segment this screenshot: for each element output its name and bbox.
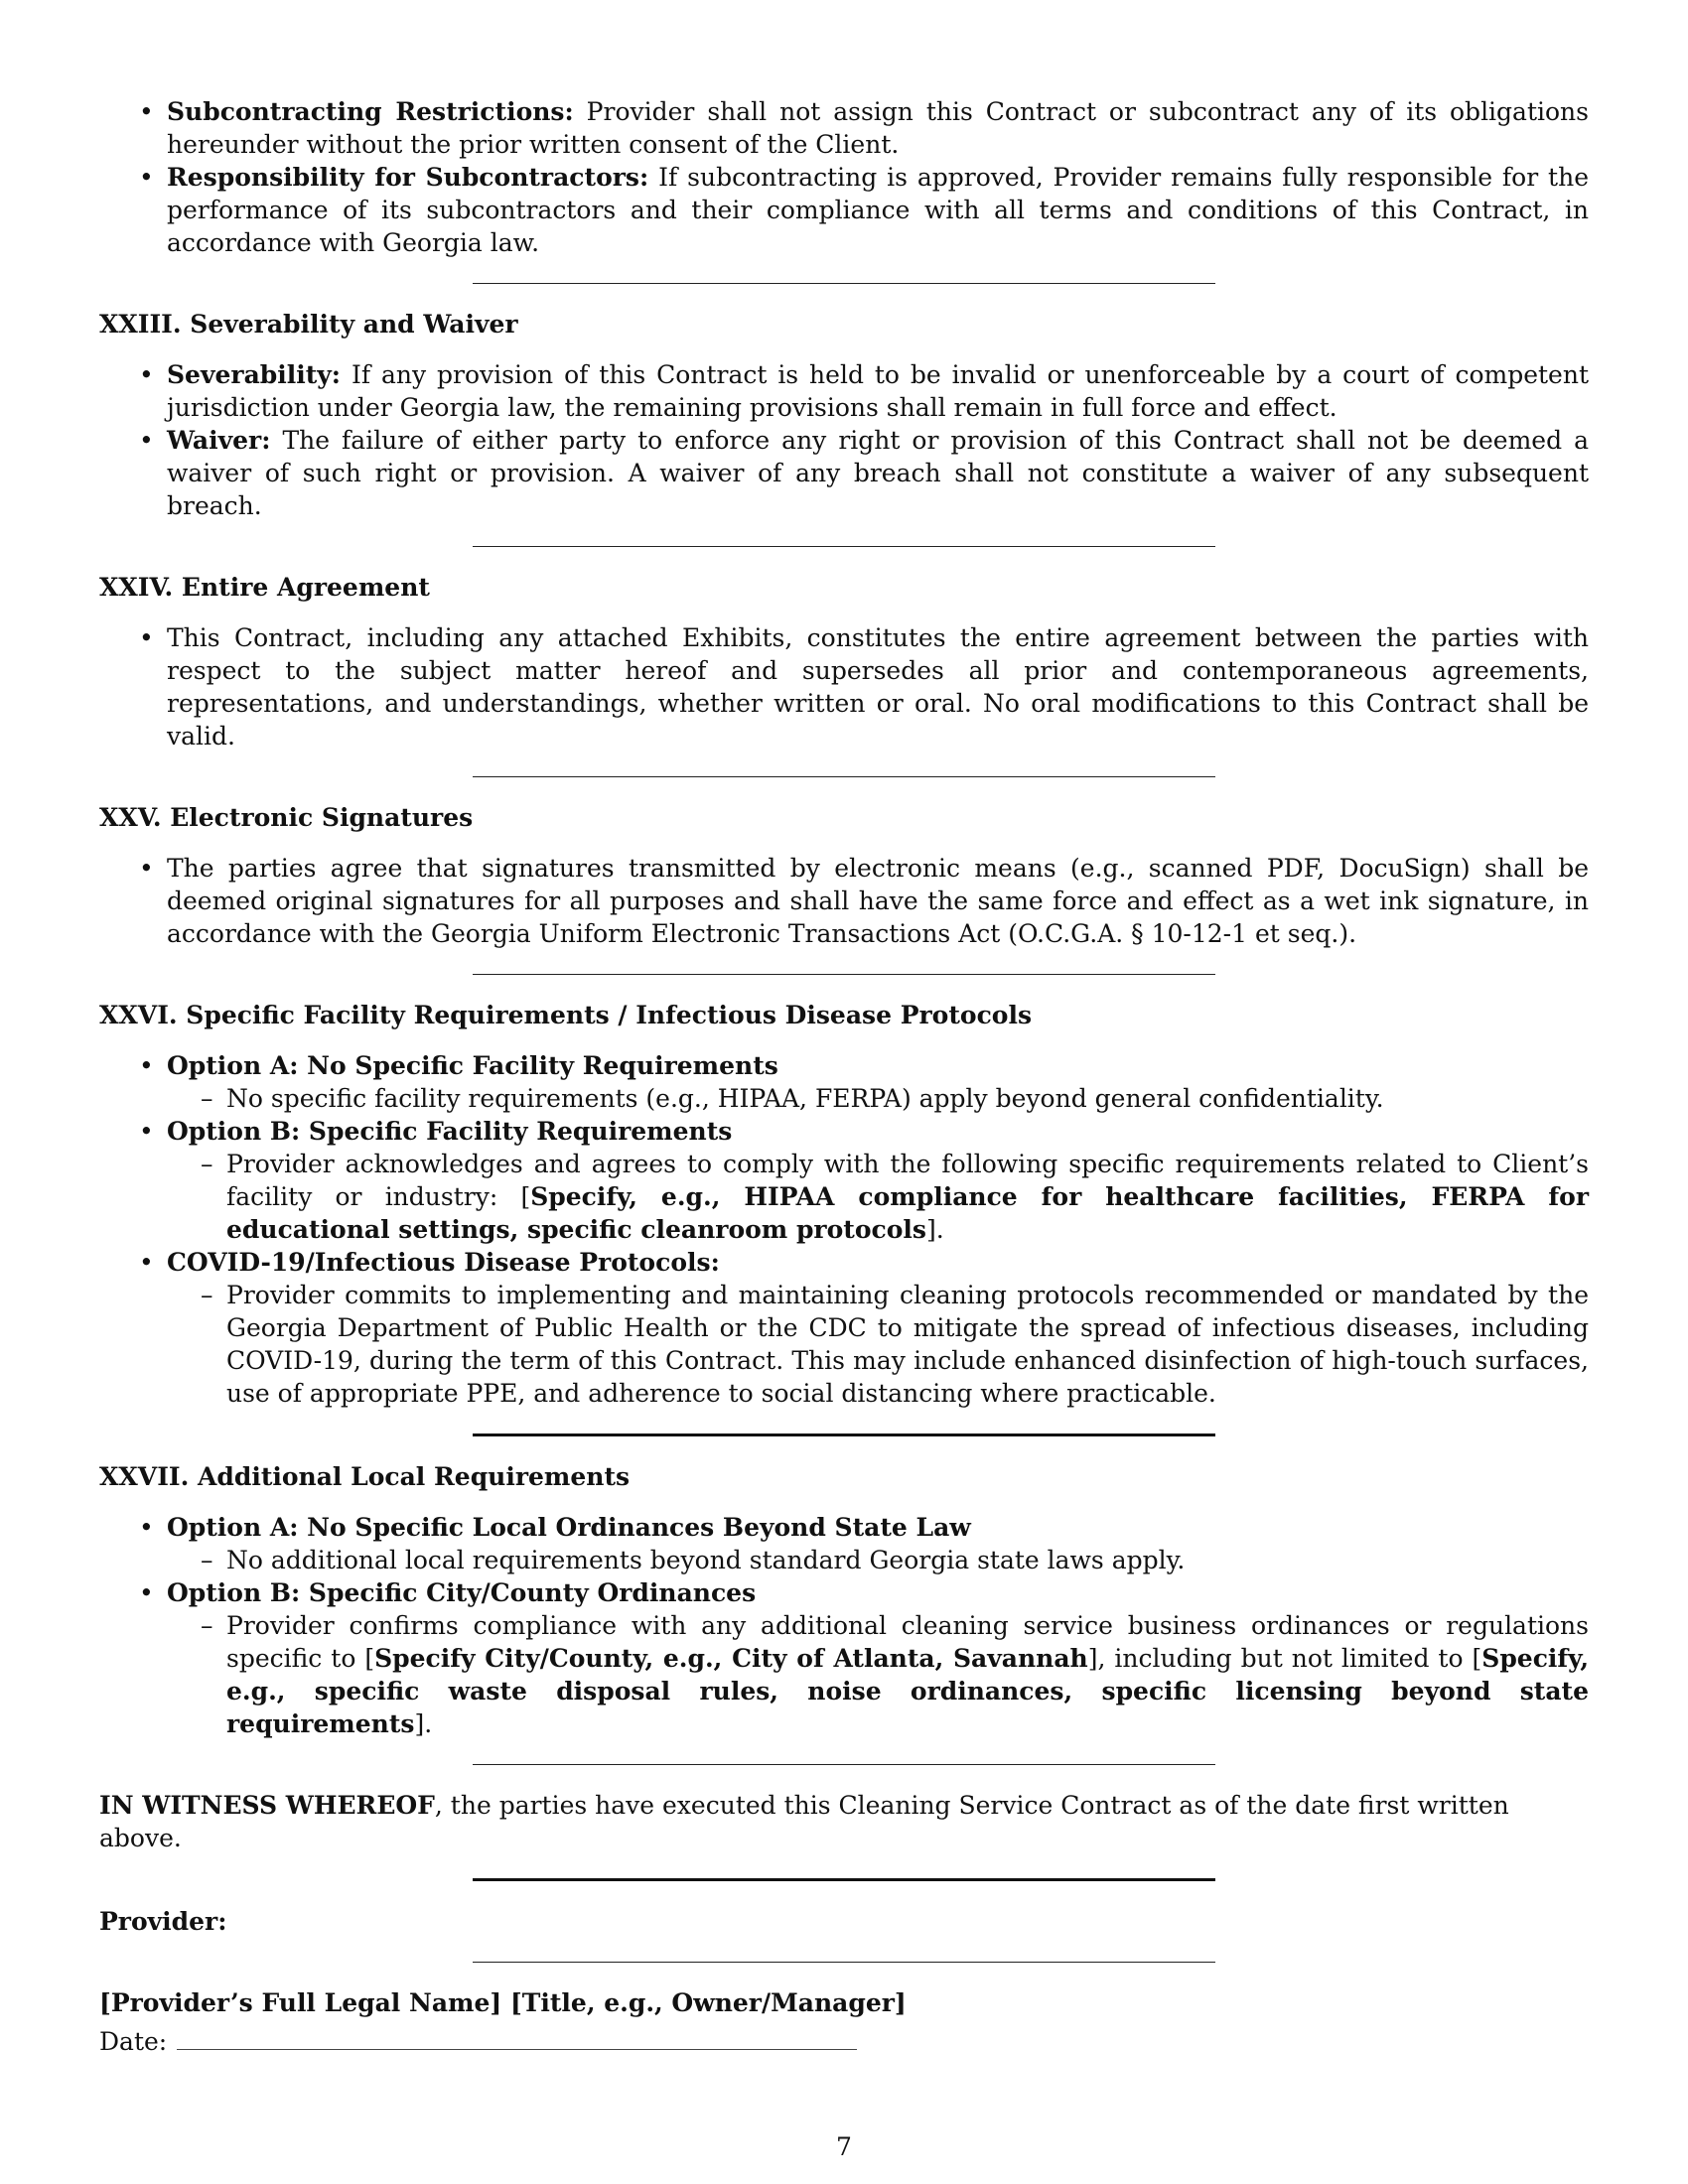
list-item (167, 1115, 1589, 1246)
entire-agreement-list (99, 621, 1589, 752)
list-item (167, 161, 1589, 259)
local-requirements-list (99, 1511, 1589, 1740)
item-label: Severability: (167, 360, 342, 389)
item-text: ], including but not limited to [ (1087, 1644, 1482, 1673)
facility-requirements-list (99, 1049, 1589, 1410)
item-text: ]. (925, 1215, 944, 1244)
item-text: ]. (414, 1709, 433, 1738)
placeholder-text: Specify, e.g., HIPAA compliance for healthcare facilities, FERPA for educational settings, specific cleanroom protocols (226, 1182, 1589, 1244)
sub-item: – Provider commits to implementing and maintaining cleaning protocols recommended or mandated by the Georgia Department of Public Health or the CDC to mitigate the spread of infectious diseases, including COVID-19, during the term of this Contract. This may include enhanced disinfection of high-touch surfaces, use of appropriate PPE, and adherence to social distancing where practicable. (226, 1279, 1589, 1410)
list-item (167, 1511, 1589, 1576)
section-heading: XXVI. Specific Facility Requirements / Infectious Disease Protocols (99, 1001, 1033, 1029)
witness-clause (99, 1789, 1589, 1854)
list-item (167, 424, 1589, 522)
provider-name-placeholder: [Provider’s Full Legal Name] [Title, e.g., Owner/Manager] (99, 1988, 907, 2017)
item-text: Provider shall not assign this Contract or subcontract any of its obligations hereunder without the prior written consent of the Client. (167, 97, 1589, 159)
list-item: • This Contract, including any attached Exhibits, constitutes the entire agreement between the parties with respect to the subject matter hereof and supersedes all prior and contemporaneous agreements, representations, and understandings, whether written or oral. No oral modifications to this Contract shall be valid. (167, 621, 1589, 752)
document-page (99, 95, 1589, 2058)
date-row (99, 2025, 1589, 2058)
option-label: Option B: Specific City/County Ordinances (167, 1578, 757, 1607)
item-text: Provider acknowledges and agrees to comply with the following specific requirements related to Client’s facility or industry: [ (226, 1150, 1589, 1211)
list-item (167, 1049, 1589, 1115)
sub-list (167, 1082, 1589, 1115)
list-item (167, 1576, 1589, 1740)
item-text: The failure of either party to enforce any right or provision of this Contract shall not be deemed a waiver of such right or provision. A waiver of any breach shall not constitute a waiver of any subsequent breach. (167, 426, 1589, 520)
option-label: COVID-19/Infectious Disease Protocols: (167, 1248, 720, 1277)
list-item (167, 358, 1589, 424)
option-label: Option A: No Specific Facility Requirements (167, 1051, 778, 1080)
section-heading: XXIV. Entire Agreement (99, 573, 430, 602)
page-number: 7 (836, 2132, 852, 2161)
item-label: Waiver: (167, 426, 271, 455)
item-text: If any provision of this Contract is held to be invalid or unenforceable by a court of competent jurisdiction under Georgia law, the remaining provisions shall remain in full force and effect. (167, 360, 1589, 422)
section-heading: XXVII. Additional Local Requirements (99, 1462, 631, 1491)
option-label: Option A: No Specific Local Ordinances Beyond State Law (167, 1513, 971, 1542)
list-item (167, 1246, 1589, 1410)
witness-text: , the parties have executed this Cleaning Service Contract as of the date first written above. (99, 1791, 1509, 1852)
list-item: • The parties agree that signatures transmitted by electronic means (e.g., scanned PDF, DocuSign) shall be deemed original signatures for all purposes and shall have the same force and effect as a wet ink signature, in accordance with the Georgia Uniform Electronic Transactions Act (O.C.G.A. § 10-12-1 et seq.). (167, 852, 1589, 950)
witness-bold: IN WITNESS WHEREOF (99, 1791, 435, 1820)
severability-list (99, 358, 1589, 522)
sub-list (167, 1279, 1589, 1410)
placeholder-text: Specify, e.g., specific waste disposal rules, noise ordinances, specific licensing beyond state requirements (226, 1644, 1590, 1738)
sub-list (167, 1544, 1589, 1576)
sub-item: – No specific facility requirements (e.g., HIPAA, FERPA) apply beyond general confidentiality. (226, 1082, 1589, 1115)
date-line[interactable] (177, 2025, 857, 2050)
placeholder-text: Specify City/County, e.g., City of Atlanta, Savannah (374, 1644, 1088, 1673)
date-label: Date: (99, 2027, 168, 2056)
sub-item (226, 1609, 1589, 1740)
item-label: Responsibility for Subcontractors: (167, 163, 649, 192)
section-heading: XXV. Electronic Signatures (99, 803, 474, 832)
list-item (167, 95, 1589, 161)
item-text: Provider confirms compliance with any additional cleaning service business ordinances or regulations specific to [ (226, 1611, 1589, 1673)
electronic-signatures-list (99, 852, 1589, 950)
sub-item (226, 1148, 1589, 1246)
item-text: If subcontracting is approved, Provider remains fully responsible for the performance of its subcontractors and their compliance with all terms and conditions of this Contract, in accordance with Georgia law. (167, 163, 1589, 257)
provider-label: Provider: (99, 1907, 227, 1936)
option-label: Option B: Specific Facility Requirements (167, 1117, 733, 1146)
section-heading: XXIII. Severability and Waiver (99, 310, 518, 339)
sub-list (167, 1148, 1589, 1246)
subcontracting-list (99, 95, 1589, 259)
sub-item: – No additional local requirements beyond standard Georgia state laws apply. (226, 1544, 1589, 1576)
item-label: Subcontracting Restrictions: (167, 97, 574, 126)
sub-list (167, 1609, 1589, 1740)
